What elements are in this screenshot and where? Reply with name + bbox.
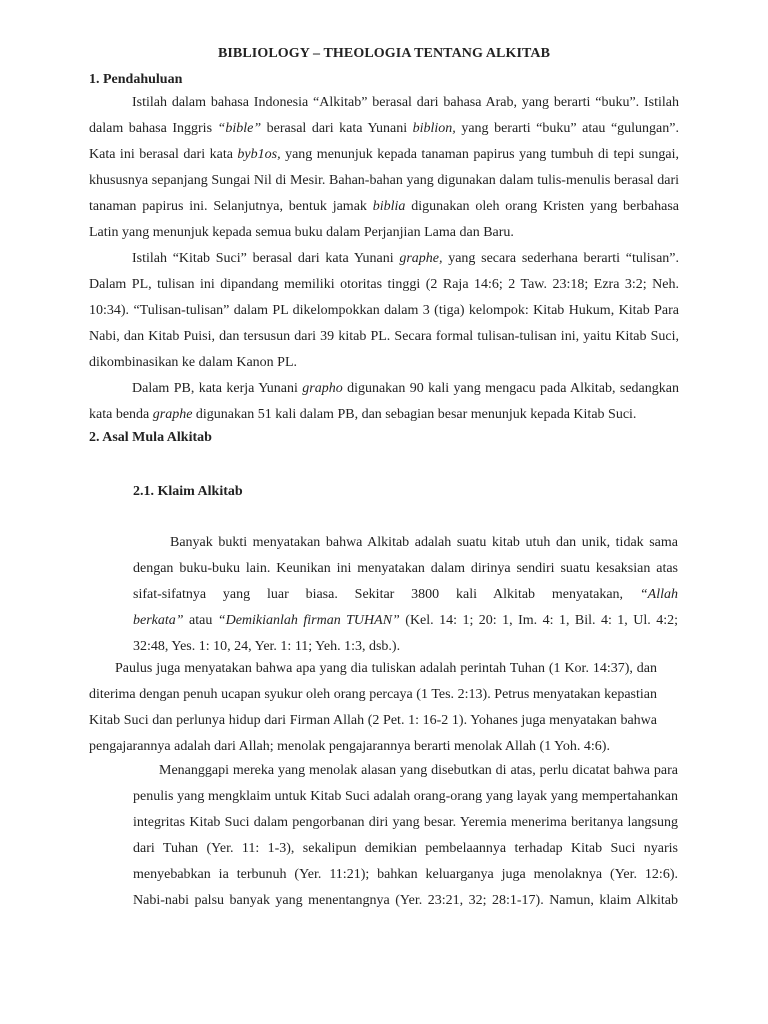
text-line: dikombinasikan ke dalam Kanon PL. bbox=[89, 355, 298, 370]
text-line: 32:48, Yes. 1: 10, 24, Yer. 1: 11; Yeh. 1:3, dsb.). bbox=[133, 639, 401, 654]
text-line: tanaman papirus ini. Selanjutnya, bentuk jamak biblia digunakan oleh orang Kristen yang berbahasa bbox=[89, 199, 679, 214]
text-line: Nabi-nabi palsu banyak yang menentangnya (Yer. 23:21, 32; 28:1-17). Namun, klaim Alkitab bbox=[133, 893, 678, 908]
text-line: kata benda graphe digunakan 51 kali dalam PB, dan sebagian besar menunjuk kepada Kitab Suci. bbox=[89, 407, 637, 422]
text-line: Istilah dalam bahasa Indonesia “Alkitab” berasal dari bahasa Arab, yang berarti “buku”. Istilah bbox=[132, 95, 679, 110]
text-line: 10:34). “Tulisan-tulisan” dalam PL dikelompokkan dalam 3 (tiga) kelompok: Kitab Hukum, Kitab Para bbox=[89, 303, 679, 318]
text-line: Kata ini berasal dari kata byb1os, yang menunjuk kepada tanaman papirus yang tumbuh di tepi sungai, bbox=[89, 147, 679, 162]
text-line: Latin yang menunjuk kepada semua buku dalam Perjanjian Lama dan Baru. bbox=[89, 225, 514, 240]
text-line: menyebabkan ia terbunuh (Yer. 11:21); bahkan keluarganya juga menolaknya (Yer. 12:6). bbox=[133, 867, 678, 882]
section-heading-pendahuluan: 1. Pendahuluan bbox=[89, 72, 183, 87]
subsection-heading-klaim: 2.1. Klaim Alkitab bbox=[133, 484, 243, 499]
text-line: khususnya sepanjang Sungai Nil di Mesir. Bahan-bahan yang digunakan dalam tulis-menulis berasal dari bbox=[89, 173, 679, 188]
text-line: dari Tuhan (Yer. 11: 1-3), sekalipun demikian pembelaannya terhadap Kitab Suci nyaris bbox=[133, 841, 678, 856]
text-line: Menanggapi mereka yang menolak alasan yang disebutkan di atas, perlu dicatat bahwa para bbox=[159, 763, 678, 778]
text-line: pengajarannya adalah dari Allah; menolak pengajarannya berarti menolak Allah (1 Yoh. 4:6). bbox=[89, 739, 610, 754]
paragraph-menanggapi bbox=[133, 758, 678, 914]
paragraph-alkitab-etymology bbox=[89, 90, 679, 246]
paragraph-grapho bbox=[89, 376, 679, 428]
text-line: Istilah “Kitab Suci” berasal dari kata Yunani graphe, yang secara sederhana berarti “tulisan”. bbox=[132, 251, 680, 266]
paragraph-kitab-suci bbox=[89, 246, 679, 376]
paragraph-paulus bbox=[89, 656, 657, 760]
text-line: Dalam PL, tulisan ini dipandang memiliki otoritas tinggi (2 Raja 14:6; 2 Taw. 23:18; Ezra 3:2; Neh. bbox=[89, 277, 679, 292]
paragraph-klaim-alkitab bbox=[133, 530, 678, 660]
text-line: Kitab Suci dan perlunya hidup dari Firman Allah (2 Pet. 1: 16-2 1). Yohanes juga menyatakan bahwa bbox=[89, 713, 657, 728]
page-title: BIBLIOLOGY – THEOLOGIA TENTANG ALKITAB bbox=[217, 46, 551, 61]
text-line: Banyak bukti menyatakan bahwa Alkitab adalah suatu kitab utuh dan unik, tidak sama bbox=[170, 535, 678, 550]
text-line: Dalam PB, kata kerja Yunani grapho digunakan 90 kali yang mengacu pada Alkitab, sedangkan bbox=[132, 381, 679, 396]
text-line: dengan buku-buku lain. Keunikan ini menyatakan dalam dirinya sendiri suatu kesaksian atas bbox=[133, 561, 678, 576]
section-heading-asal-mula: 2. Asal Mula Alkitab bbox=[89, 430, 212, 445]
text-line: diterima dengan penuh ucapan syukur oleh orang percaya (1 Tes. 2:13). Petrus menyatakan kepastian bbox=[89, 687, 657, 702]
text-line: Nabi, dan Kitab Puisi, dan tersusun dari 39 kitab PL. Secara formal tulisan-tulisan ini, yaitu Kitab Suci, bbox=[89, 329, 679, 344]
text-line: Paulus juga menyatakan bahwa apa yang dia tuliskan adalah perintah Tuhan (1 Kor. 14:37), dan bbox=[115, 661, 657, 676]
text-line: sifat-sifatnya yang luar biasa. Sekitar 3800 kali Alkitab menyatakan, “Allah bbox=[133, 587, 678, 602]
text-line: dalam bahasa Inggris “bible” berasal dari kata Yunani biblion, yang berarti “buku” atau “gulungan”. bbox=[89, 121, 679, 136]
text-line: penulis yang mengklaim untuk Kitab Suci adalah orang-orang yang layak yang mempertahankan bbox=[133, 789, 678, 804]
text-line: integritas Kitab Suci dalam pengorbanan diri yang besar. Yeremia menerima beritanya langsung bbox=[133, 815, 678, 830]
text-line: berkata” atau “Demikianlah firman TUHAN” (Kel. 14: 1; 20: 1, Im. 4: 1, Bil. 4: 1, Ul. 4:2; bbox=[133, 613, 678, 628]
